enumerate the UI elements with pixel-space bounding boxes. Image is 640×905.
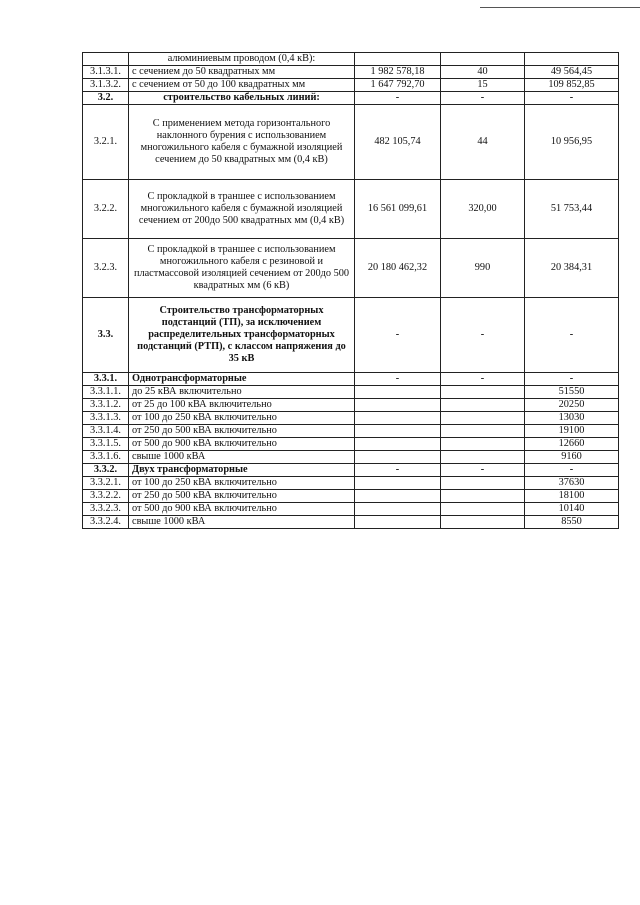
- row-volume: [441, 516, 525, 529]
- row-number: 3.3.: [83, 298, 129, 373]
- row-cost: [355, 438, 441, 451]
- row-description: С прокладкой в траншее с использованием многожильного кабеля с бумажной изоляцией сечением от 200до 500 квадратных мм (0,4 кВ): [129, 180, 355, 239]
- row-number: 3.3.2.4.: [83, 516, 129, 529]
- table-row: [83, 503, 619, 516]
- row-rate: 10140: [525, 503, 619, 516]
- table-row: [83, 180, 619, 239]
- row-cost: -: [355, 298, 441, 373]
- row-cost: [355, 503, 441, 516]
- row-cost: -: [355, 464, 441, 477]
- table-row: [83, 399, 619, 412]
- row-number: 3.3.2.: [83, 464, 129, 477]
- row-rate: -: [525, 464, 619, 477]
- row-rate: 9160: [525, 451, 619, 464]
- row-cost: [355, 451, 441, 464]
- row-number: 3.3.1.6.: [83, 451, 129, 464]
- row-cost: 482 105,74: [355, 105, 441, 180]
- row-cost: [355, 477, 441, 490]
- table-row: [83, 425, 619, 438]
- row-rate: 37630: [525, 477, 619, 490]
- row-volume: -: [441, 298, 525, 373]
- table-row: [83, 92, 619, 105]
- row-cost: [355, 516, 441, 529]
- row-description: от 250 до 500 кВА включительно: [129, 425, 355, 438]
- table-row: [83, 105, 619, 180]
- row-number: 3.3.1.5.: [83, 438, 129, 451]
- row-number: 3.3.1.1.: [83, 386, 129, 399]
- row-volume: [441, 425, 525, 438]
- row-rate: 19100: [525, 425, 619, 438]
- row-number: 3.3.1.3.: [83, 412, 129, 425]
- row-rate: 10 956,95: [525, 105, 619, 180]
- row-description: от 100 до 250 кВА включительно: [129, 477, 355, 490]
- row-volume: 40: [441, 66, 525, 79]
- row-rate: 51550: [525, 386, 619, 399]
- row-cost: [355, 412, 441, 425]
- row-description: строительство кабельных линий:: [129, 92, 355, 105]
- row-volume: 15: [441, 79, 525, 92]
- row-rate: -: [525, 298, 619, 373]
- row-cost: -: [355, 92, 441, 105]
- table-row: [83, 464, 619, 477]
- row-volume: [441, 386, 525, 399]
- row-volume: [441, 503, 525, 516]
- row-description: от 500 до 900 кВА включительно: [129, 438, 355, 451]
- row-rate: [525, 53, 619, 66]
- row-volume: [441, 451, 525, 464]
- row-description: до 25 кВА включительно: [129, 386, 355, 399]
- row-cost: 1 647 792,70: [355, 79, 441, 92]
- row-number: 3.3.1.4.: [83, 425, 129, 438]
- row-number: 3.3.2.1.: [83, 477, 129, 490]
- table-row: [83, 66, 619, 79]
- table-row: [83, 477, 619, 490]
- row-description: Двух трансформаторные: [129, 464, 355, 477]
- row-rate: 13030: [525, 412, 619, 425]
- row-number: 3.2.: [83, 92, 129, 105]
- row-volume: [441, 412, 525, 425]
- table-row: [83, 412, 619, 425]
- table-row: [83, 386, 619, 399]
- row-description: свыше 1000 кВА: [129, 516, 355, 529]
- row-rate: -: [525, 92, 619, 105]
- row-number: 3.2.1.: [83, 105, 129, 180]
- table-row: [83, 373, 619, 386]
- table-row: [83, 438, 619, 451]
- row-number: 3.1.3.1.: [83, 66, 129, 79]
- row-cost: -: [355, 373, 441, 386]
- top-rule: [480, 7, 640, 8]
- row-volume: -: [441, 464, 525, 477]
- row-cost: 20 180 462,32: [355, 239, 441, 298]
- row-description: от 250 до 500 кВА включительно: [129, 490, 355, 503]
- table-row: [83, 490, 619, 503]
- row-volume: [441, 53, 525, 66]
- table-row: [83, 516, 619, 529]
- row-number: 3.2.3.: [83, 239, 129, 298]
- row-volume: [441, 490, 525, 503]
- tariff-table: [82, 52, 619, 529]
- row-description: С применением метода горизонтального наклонного бурения с использованием многожильного кабеля с бумажной изоляцией сечением до 50 квадратных мм (0,4 кВ): [129, 105, 355, 180]
- row-volume: 44: [441, 105, 525, 180]
- row-description: свыше 1000 кВА: [129, 451, 355, 464]
- row-description: с сечением до 50 квадратных мм: [129, 66, 355, 79]
- table-row: [83, 79, 619, 92]
- row-description: Однотрансформаторные: [129, 373, 355, 386]
- row-number: [83, 53, 129, 66]
- row-description: от 100 до 250 кВА включительно: [129, 412, 355, 425]
- row-cost: [355, 386, 441, 399]
- row-volume: -: [441, 373, 525, 386]
- row-rate: 18100: [525, 490, 619, 503]
- row-cost: 1 982 578,18: [355, 66, 441, 79]
- row-cost: [355, 490, 441, 503]
- row-cost: [355, 425, 441, 438]
- row-number: 3.3.2.2.: [83, 490, 129, 503]
- row-volume: 990: [441, 239, 525, 298]
- row-number: 3.3.1.: [83, 373, 129, 386]
- table-row: [83, 239, 619, 298]
- row-number: 3.1.3.2.: [83, 79, 129, 92]
- table-row: [83, 451, 619, 464]
- row-volume: 320,00: [441, 180, 525, 239]
- row-description: алюминиевым проводом (0,4 кВ):: [129, 53, 355, 66]
- table-row: [83, 53, 619, 66]
- row-description: от 25 до 100 кВА включительно: [129, 399, 355, 412]
- row-number: 3.3.1.2.: [83, 399, 129, 412]
- row-rate: -: [525, 373, 619, 386]
- row-rate: 49 564,45: [525, 66, 619, 79]
- row-rate: 109 852,85: [525, 79, 619, 92]
- row-volume: [441, 477, 525, 490]
- row-description: с сечением от 50 до 100 квадратных мм: [129, 79, 355, 92]
- row-description: Строительство трансформаторных подстанций (ТП), за исключением распределительных трансформаторных подстанций (РТП), с классом напряжения до 35 кВ: [129, 298, 355, 373]
- row-rate: 51 753,44: [525, 180, 619, 239]
- row-cost: [355, 53, 441, 66]
- row-rate: 20 384,31: [525, 239, 619, 298]
- row-volume: [441, 438, 525, 451]
- row-number: 3.3.2.3.: [83, 503, 129, 516]
- row-description: от 500 до 900 кВА включительно: [129, 503, 355, 516]
- row-rate: 12660: [525, 438, 619, 451]
- row-number: 3.2.2.: [83, 180, 129, 239]
- row-volume: -: [441, 92, 525, 105]
- row-cost: 16 561 099,61: [355, 180, 441, 239]
- row-cost: [355, 399, 441, 412]
- row-rate: 8550: [525, 516, 619, 529]
- table-row: [83, 298, 619, 373]
- row-rate: 20250: [525, 399, 619, 412]
- row-volume: [441, 399, 525, 412]
- row-description: С прокладкой в траншее с использованием многожильного кабеля с резиновой и пластмассовой изоляцией сечением от 200до 500 квадратных мм (6 кВ): [129, 239, 355, 298]
